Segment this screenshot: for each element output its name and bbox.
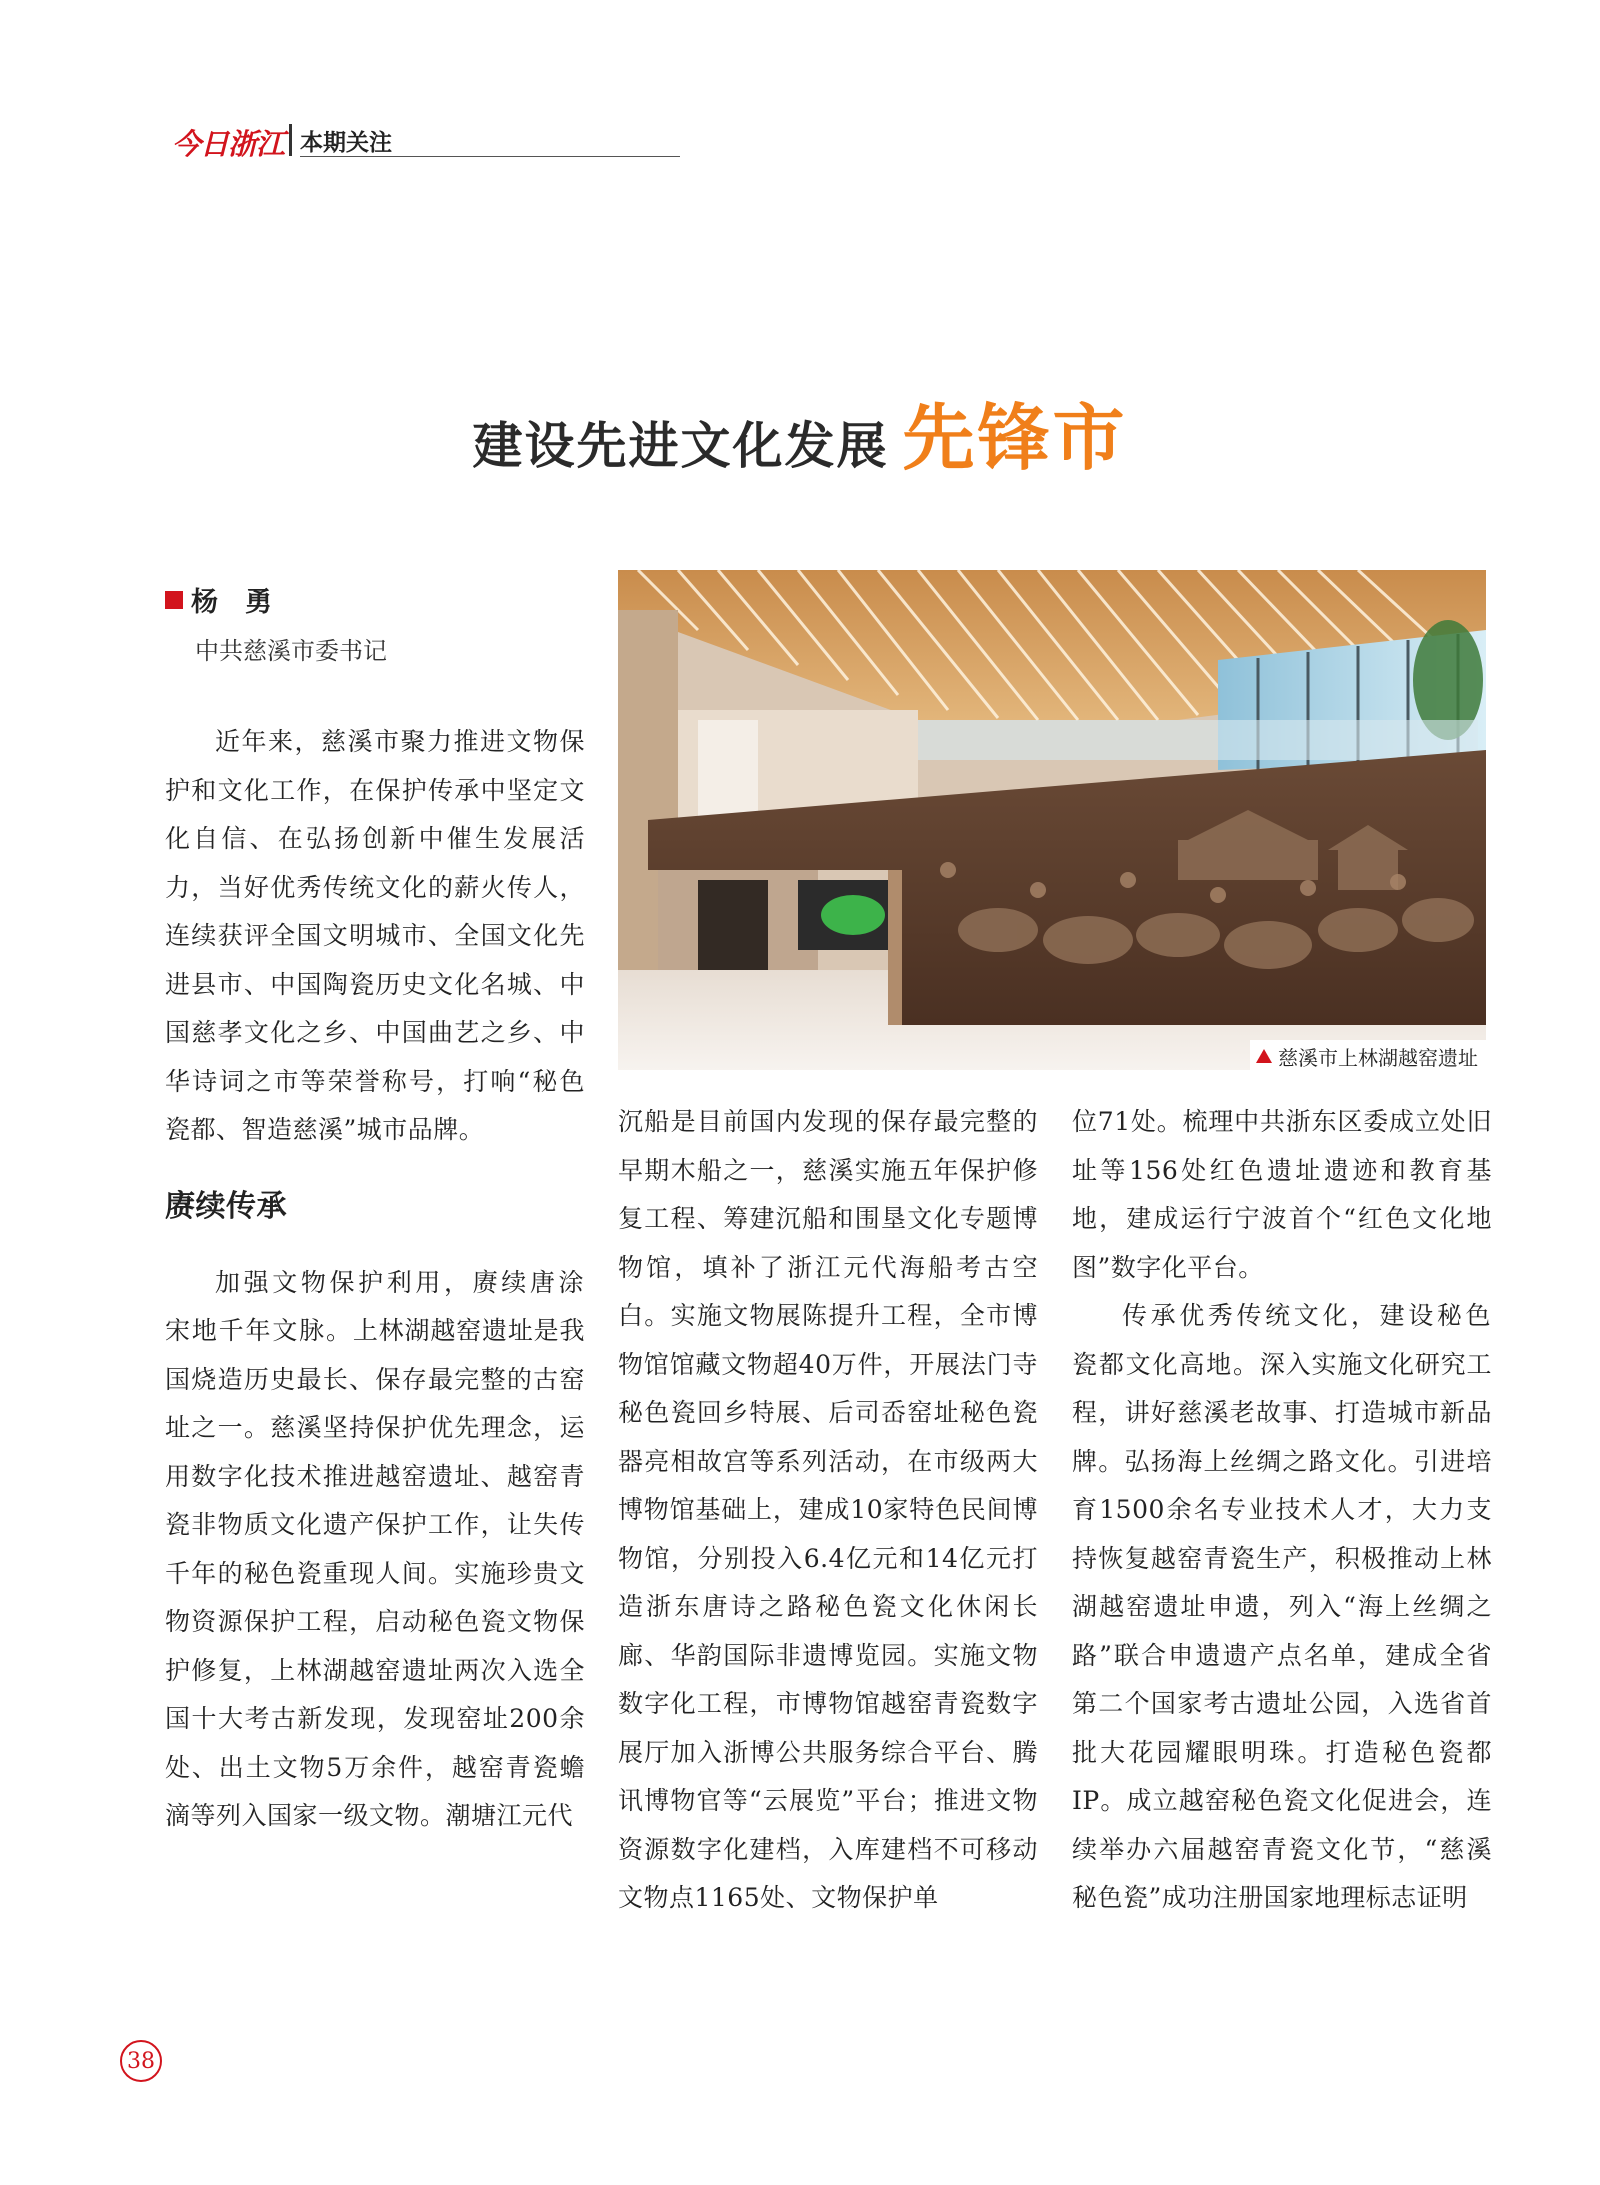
author-name-row [165,580,585,619]
header-divider [289,124,292,156]
magazine-logo: 今日浙江 [172,127,285,161]
caption-triangle-icon [1256,1049,1272,1063]
page-header [172,118,512,162]
column-3 [1072,1098,1492,1923]
title-accent: 先锋市 [902,396,1128,480]
header-rule [300,156,680,157]
caption-box [1250,1040,1486,1073]
column3-lead: 传承优秀传统文化，建设秘色瓷都文化高地。 [1072,1301,1492,1379]
author-name: 杨 勇 [191,587,272,618]
page-number: 38 [120,2040,162,2082]
section-heading: 赓续传承 [165,1188,287,1224]
section1-lead: 加强文物保护利用，赓续唐涂宋地千年文脉。 [165,1267,585,1345]
column3-paragraph-1: 位71处。梳理中共浙东区委成立处旧址等156处红色遗址遗迹和教育基地，建成运行宁波首个“红色文化地图”数字化平台。 [1072,1107,1492,1282]
article-title [0,380,1600,484]
column3-paragraph-2 [1072,1292,1492,1923]
author-block [165,580,585,666]
article-photo [618,570,1486,1070]
column3-body: 深入实施文化研究工程，讲好慈溪老故事、打造城市新品牌。弘扬海上丝绸之路文化。引进培育1500余名专业技术人才，大力支持恢复越窑青瓷生产，积极推动上林湖越窑遗址申遗，列入“海上丝绸之路”联合申遗遗产点名单，建成全省第二个国家考古遗址公园，入选省首批大花园耀眼明珠。打造秘色瓷都IP。成立越窑秘色瓷文化促进会，连续举办六届越窑青瓷文化节，“慈溪秘色瓷”成功注册国家地理标志证明 [1072,1349,1492,1912]
section1-paragraph [165,1259,585,1841]
photo-caption [618,1038,1486,1074]
red-square-icon [165,591,183,609]
column-1 [165,718,585,1841]
museum-hall-image [618,570,1486,1070]
intro-paragraph: 近年来，慈溪市聚力推进文物保护和文化工作，在保护传承中坚定文化自信、在弘扬创新中催生发展活力，当好优秀传统文化的薪火传人，连续获评全国文明城市、全国文化先进县市、中国陶瓷历史文化名城、中国慈孝文化之乡、中国曲艺之乡、中华诗词之市等荣誉称号，打响“秘色瓷都、智造慈溪”城市品牌。 [165,727,585,1144]
section1-body: 上林湖越窑遗址是我国烧造历史最长、保存最完整的古窑址之一。慈溪坚持保护优先理念，运用数字化技术推进越窑遗址、越窑青瓷非物质文化遗产保护工作，让失传千年的秘色瓷重现人间。实施珍贵文物资源保护工程，启动秘色瓷文物保护修复，上林湖越窑遗址两次入选全国十大考古新发现，发现窑址200余处、出土文物5万余件，越窑青瓷蟾滴等列入国家一级文物。潮塘江元代 [165,1316,585,1830]
section-label: 本期关注 [300,130,392,156]
caption-text: 慈溪市上林湖越窑遗址 [1278,1045,1478,1070]
author-position: 中共慈溪市委书记 [195,637,387,665]
column2-paragraph: 沉船是目前国内发现的保存最完整的早期木船之一，慈溪实施五年保护修复工程、筹建沉船和围垦文化专题博物馆，填补了浙江元代海船考古空白。实施文物展陈提升工程，全市博物馆馆藏文物超40万件，开展法门寺秘色瓷回乡特展、后司岙窑址秘色瓷器亮相故宫等系列活动，在市级两大博物馆基础上，建成10家特色民间博物馆，分别投入6.4亿元和14亿元打造浙东唐诗之路秘色瓷文化休闲长廊、华韵国际非遗博览园。实施文物数字化工程，市博物馆越窑青瓷数字展厅加入浙博公共服务综合平台、腾讯博物官等“云展览”平台；推进文物资源数字化建档，入库建档不可移动文物点1165处、文物保护单 [618,1107,1038,1912]
column-2 [618,1098,1038,1923]
title-main: 建设先进文化发展 [472,416,889,475]
